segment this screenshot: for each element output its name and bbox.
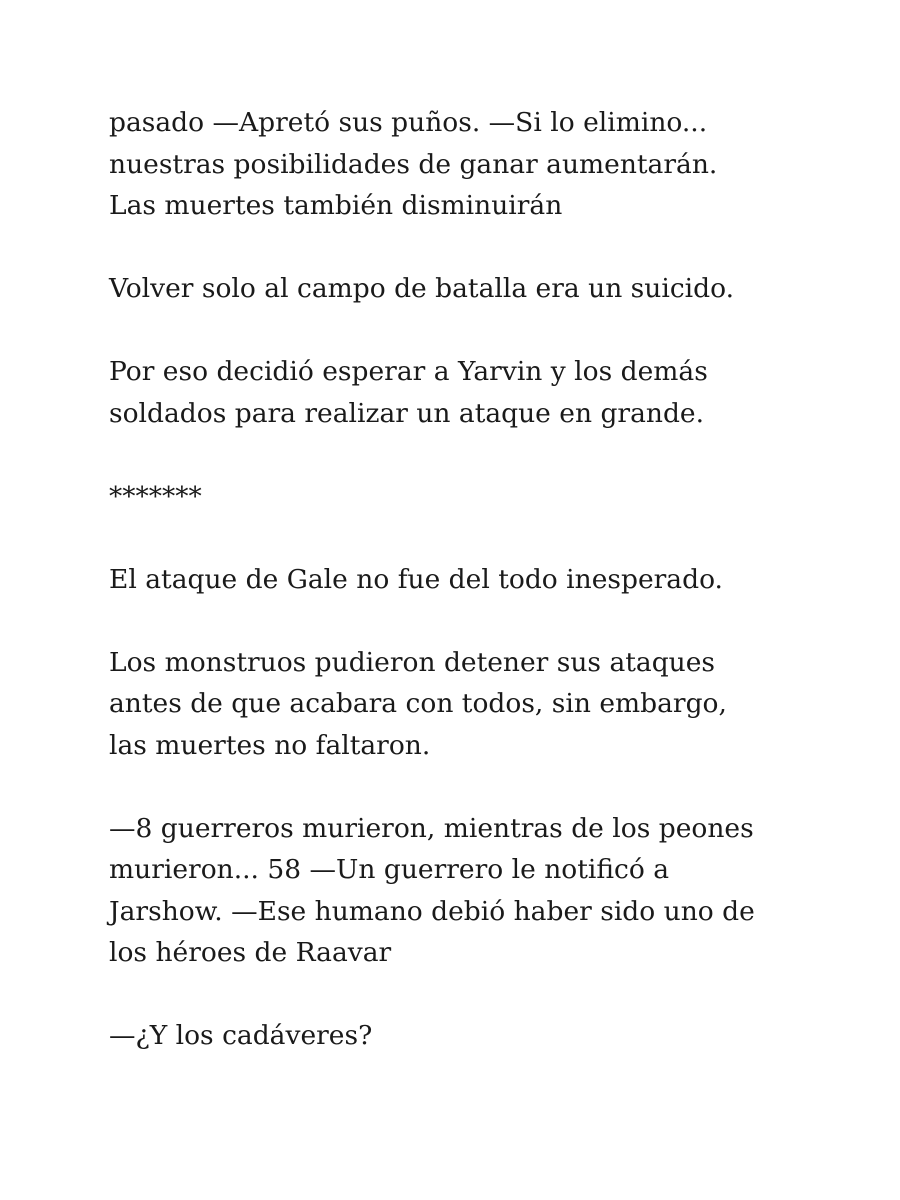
text-line: Volver solo al campo de batalla era un suicido. — [109, 273, 735, 304]
text-line: Jarshow. —Ese humano debió haber sido uno de — [109, 895, 755, 927]
text-line: —8 guerreros murieron, mientras de los peones — [109, 812, 754, 844]
text-line: murieron... 58 —Un guerrero le notificó a — [109, 854, 670, 885]
paragraph — [109, 559, 809, 601]
paragraph — [109, 808, 809, 974]
text-line: pasado —Apretó sus puños. —Si lo elimino... — [109, 107, 708, 138]
text-line: Las muertes también disminuirán — [109, 190, 563, 221]
text-line: Los monstruos pudieron detener sus ataques — [109, 646, 716, 678]
text-line: El ataque de Gale no fue del todo inesperado. — [109, 563, 723, 595]
text-line: nuestras posibilidades de ganar aumentarán. — [109, 148, 718, 180]
text-line: los héroes de Raavar — [109, 937, 392, 968]
text-line: las muertes no faltaron. — [109, 729, 431, 761]
scene-break — [109, 476, 809, 518]
scene-break-asterisks: ******* — [109, 480, 202, 512]
text-line: —¿Y los cadáveres? — [109, 1020, 373, 1051]
text-line: soldados para realizar un ataque en grande. — [109, 397, 705, 429]
text-column — [109, 102, 809, 1098]
paragraph — [109, 642, 809, 767]
text-line: antes de que acabara con todos, sin embargo, — [109, 688, 727, 719]
paragraph — [109, 268, 809, 310]
text-line: Por eso decidió esperar a Yarvin y los demás — [109, 356, 708, 387]
paragraph — [109, 351, 809, 434]
paragraph — [109, 102, 809, 227]
paragraph — [109, 1015, 809, 1057]
